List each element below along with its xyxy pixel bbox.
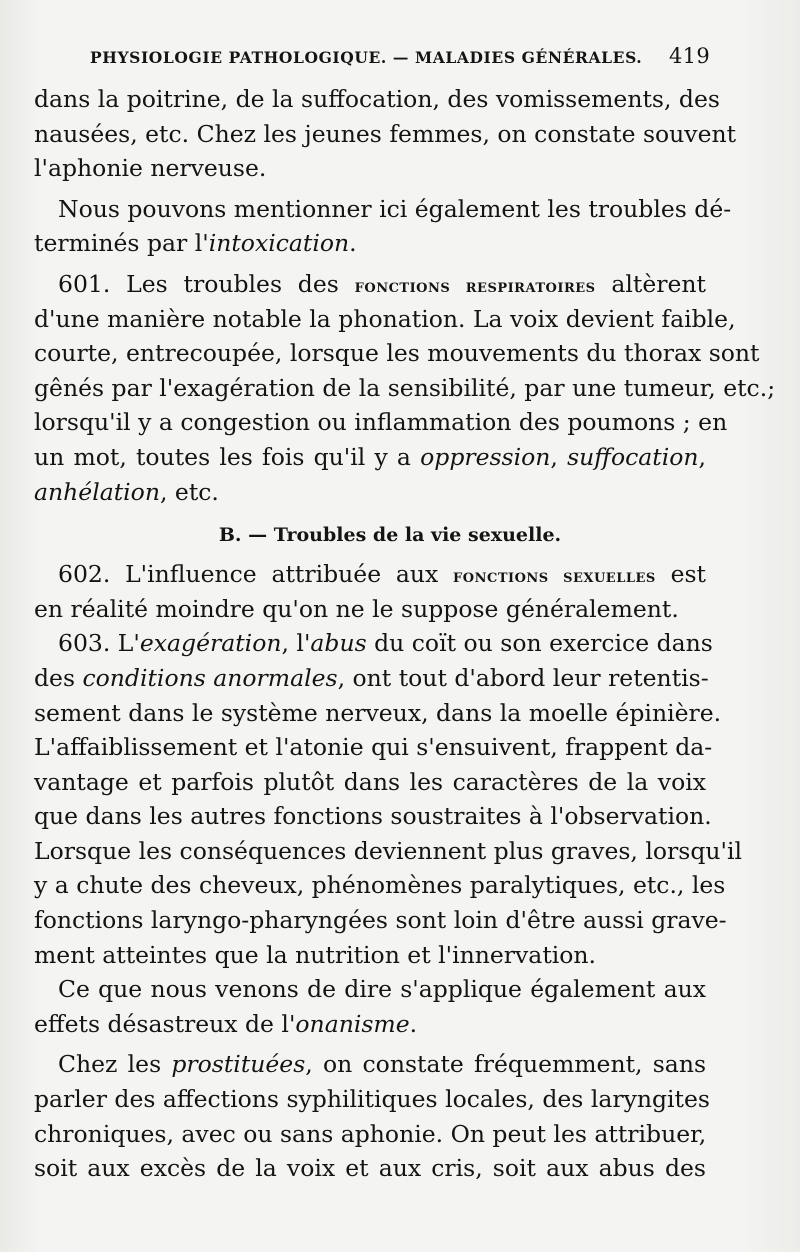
small-caps-term: fonctions respiratoires xyxy=(354,274,596,297)
text-line: l'aphonie nerveuse. xyxy=(34,154,267,183)
text-line: ment atteintes que la nutrition et l'innervation. xyxy=(34,940,597,969)
text-line: gênés par l'exagération de la sensibilité, par une tumeur, etc.; xyxy=(34,373,776,402)
italic-term: suffocation xyxy=(567,442,699,471)
italic-term: prostituées xyxy=(171,1050,306,1079)
text-line: effets désastreux de l'onanisme. xyxy=(34,1009,418,1038)
italic-term: exagération xyxy=(139,629,282,658)
text-line: L'affaiblissement et l'atonie qui s'ensuivent, frappent da- xyxy=(34,733,713,762)
small-caps-term: fonctions sexuelles xyxy=(453,565,656,588)
text-line: vantage et parfois plutôt dans les caractères de la voix xyxy=(34,767,706,796)
paragraph-601-line: 601. Les troubles des fonctions respiratoires altèrent xyxy=(58,269,706,298)
italic-term: intoxication xyxy=(208,229,350,258)
text-line: en réalité moindre qu'on ne le suppose généralement. xyxy=(34,594,679,623)
text-line: Lorsque les conséquences deviennent plus graves, lorsqu'il xyxy=(34,836,742,865)
text-line: terminés par l'intoxication. xyxy=(34,229,357,258)
running-header xyxy=(90,44,710,68)
italic-term: onanisme xyxy=(295,1009,410,1038)
text-line: lorsqu'il y a congestion ou inflammation des poumons ; en xyxy=(34,408,728,437)
text-line: courte, entrecoupée, lorsque les mouvements du thorax sont xyxy=(34,339,760,368)
running-title: PHYSIOLOGIE PATHOLOGIQUE. — MALADIES GÉNÉRALES. xyxy=(90,48,643,67)
text-line: dans la poitrine, de la suffocation, des vomissements, des xyxy=(34,85,720,113)
text-line: Nous pouvons mentionner ici également les troubles dé- xyxy=(58,194,732,223)
text-line: anhélation, etc. xyxy=(34,477,219,506)
italic-term: conditions anormales xyxy=(82,663,338,692)
italic-term: abus xyxy=(310,629,367,658)
text-line: fonctions laryngo-pharyngées sont loin d'être aussi grave- xyxy=(34,906,727,935)
italic-term: oppression xyxy=(420,442,551,471)
page-number: 419 xyxy=(669,44,710,68)
body-text xyxy=(34,82,776,1186)
text-line: Ce que nous venons de dire s'applique également aux xyxy=(58,975,706,1004)
text-line: Chez les prostituées, on constate fréquemment, sans xyxy=(58,1050,707,1079)
text-line: que dans les autres fonctions soustraites à l'observation. xyxy=(34,802,712,831)
text-line: chroniques, avec ou sans aphonie. On peut les attribuer, xyxy=(34,1119,707,1148)
text-line: nausées, etc. Chez les jeunes femmes, on constate souvent xyxy=(34,119,737,148)
paragraph-603-line: 603. L'exagération, l'abus du coït ou son exercice dans xyxy=(58,629,713,658)
paragraph-602-line: 602. L'influence attribuée aux fonctions sexuelles est xyxy=(58,560,706,589)
text-line: des conditions anormales, ont tout d'abord leur retentis- xyxy=(34,663,709,692)
text-line: parler des affections syphilitiques locales, des laryngites xyxy=(34,1085,710,1114)
text-line: un mot, toutes les fois qu'il y a oppression, suffocation, xyxy=(34,442,706,471)
text-line: y a chute des cheveux, phénomènes paralytiques, etc., les xyxy=(34,871,726,900)
text-line: sement dans le système nerveux, dans la moelle épinière. xyxy=(34,698,722,727)
italic-term: anhélation xyxy=(34,477,160,506)
text-line: d'une manière notable la phonation. La voix devient faible, xyxy=(34,304,736,333)
section-heading: B. — Troubles de la vie sexuelle. xyxy=(218,524,562,547)
text-line: soit aux excès de la voix et aux cris, soit aux abus des xyxy=(34,1154,706,1183)
